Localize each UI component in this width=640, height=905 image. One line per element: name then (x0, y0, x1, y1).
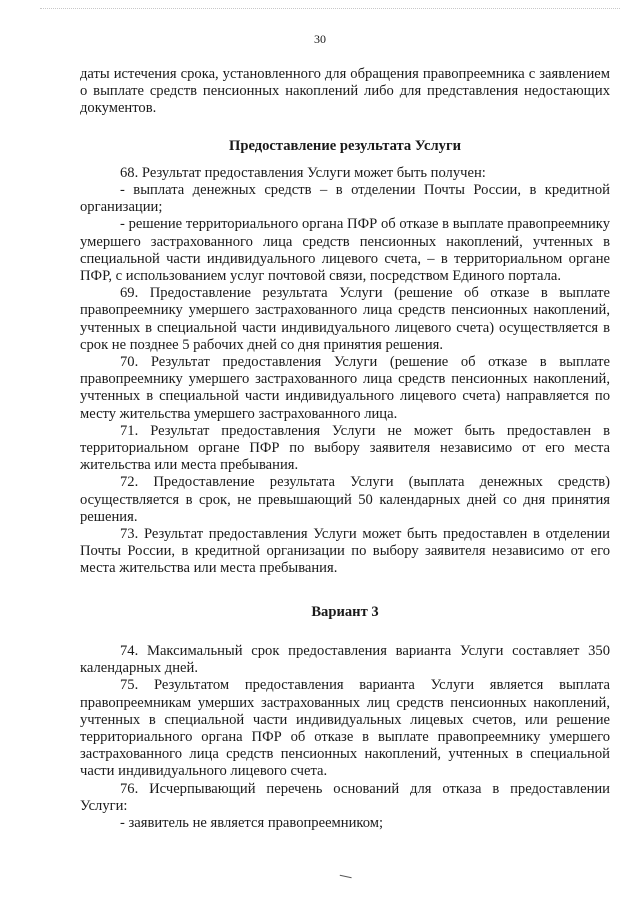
heading-variant: Вариант 3 (311, 603, 379, 620)
paragraph-74: 74. Максимальный срок предоставления варианта Услуги составляет 350 календарных дней. (80, 642, 610, 677)
paragraph-75: 75. Результатом предоставления варианта Услуги является выплата правопреемникам умерших застрахованных лиц средств пенсионных накоплений, учтенных в специальной части индивидуальных лицевых счетов, или решение территориального органа ПФР об отказе в выплате правопреемнику умершего застрахованного лица средств пенсионных накоплений, учтенных в специальной части индивидуального лицевого счета. (80, 677, 610, 780)
list-item-payment: - выплата денежных средств – в отделении Почты России, в кредитной организации; (80, 182, 610, 216)
heading-result: Предоставление результата Услуги (229, 137, 461, 154)
paragraph-72: 72. Предоставление результата Услуги (выплата денежных средств) осуществляется в срок, не превышающий 50 календарных дней со дня принятия решения. (80, 474, 610, 525)
scan-mark (340, 872, 353, 878)
paragraph-69: 69. Предоставление результата Услуги (решение об отказе в выплате правопреемнику умершего застрахованного лица средств пенсионных накоплений, учтенных в специальной части индивидуального лицевого счета) осуществляется в срок не позднее 5 рабочих дней со дня принятия решения. (80, 285, 610, 353)
paragraph-continuation: даты истечения срока, установленного для обращения правопреемника с заявлением о выплате средств пенсионных накоплений либо для представления недостающих документов. (80, 66, 610, 117)
scan-top-rule (40, 8, 620, 9)
paragraph-68: 68. Результат предоставления Услуги может быть получен: (120, 164, 486, 181)
paragraph-76: 76. Исчерпывающий перечень оснований для отказа в предоставлении Услуги: (80, 780, 610, 814)
paragraph-71: 71. Результат предоставления Услуги не может быть предоставлен в территориальном органе ПФР по выбору заявителя независимо от его места жительства или места пребывания. (80, 422, 610, 474)
document-body (80, 66, 610, 832)
paragraph-70: 70. Результат предоставления Услуги (решение об отказе в выплате правопреемнику умершего застрахованного лица средств пенсионных накоплений, учтенных в специальной части индивидуального лицевого счета) направляется по месту жительства умершего застрахованного лица. (80, 354, 610, 422)
list-item-not-successor: - заявитель не является правопреемником; (120, 814, 384, 831)
paragraph-73: 73. Результат предоставления Услуги может быть предоставлен в отделении Почты России, в кредитной организации по выбору заявителя независимо от его места жительства или места пребывания. (80, 526, 610, 577)
page-number: 30 (314, 32, 326, 46)
list-item-refusal: - решение территориального органа ПФР об отказе в выплате правопреемнику умершего застрахованного лица средств пенсионных накоплений, учтенных в специальной части индивидуального лицевого счета, – в территориальном органе ПФР, с использованием услуг почтовой связи, посредством Единого портала. (80, 216, 610, 285)
